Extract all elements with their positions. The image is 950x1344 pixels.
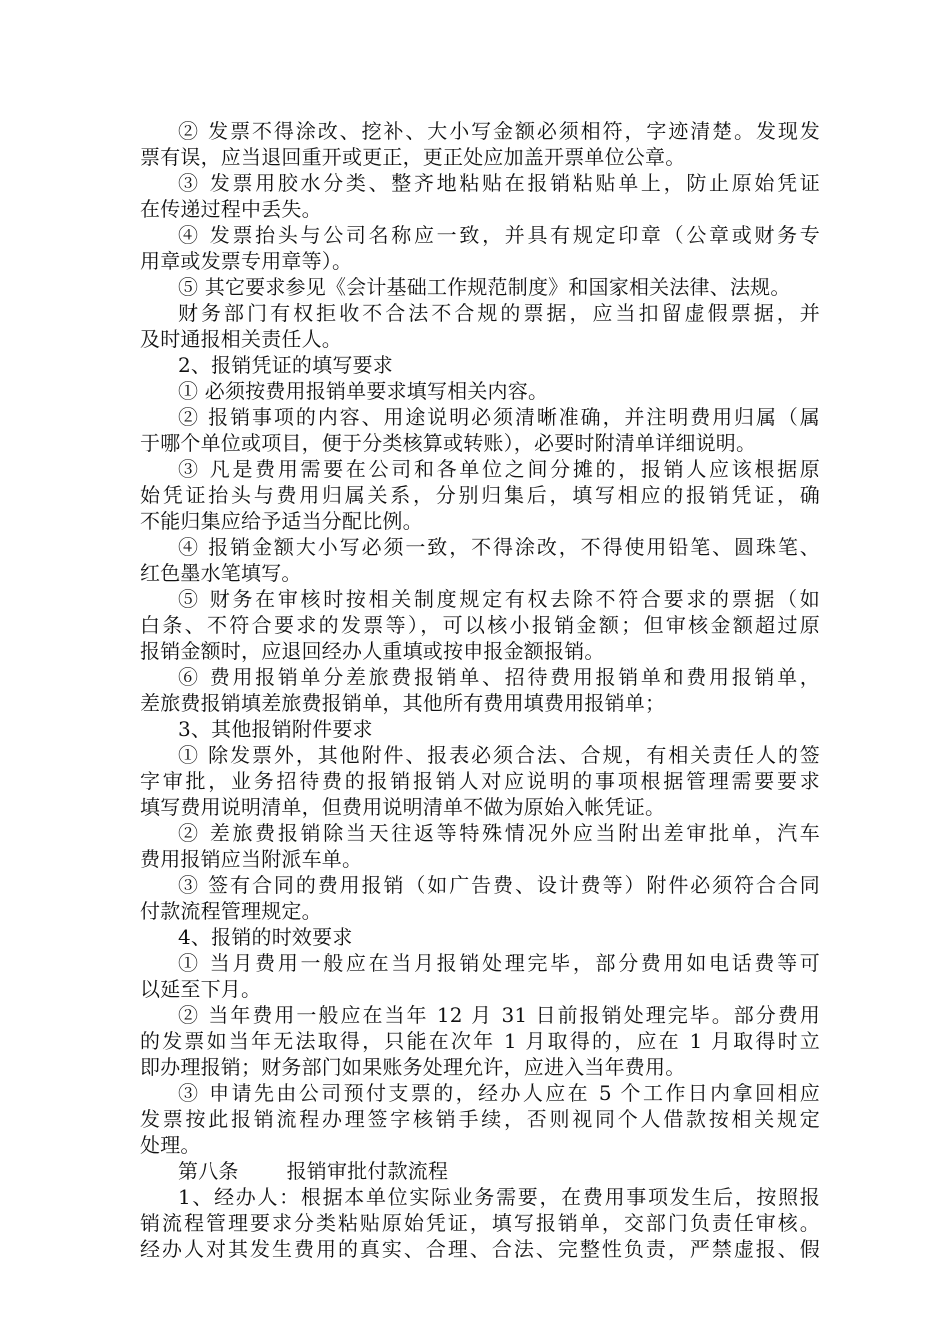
article-heading — [140, 1158, 820, 1184]
text-line: 字审批，业务招待费的报销报销人对应说明的事项根据管理需要要求 — [140, 769, 820, 793]
text-line: 2、报销凭证的填写要求 — [178, 353, 393, 377]
text-line: 报销金额时，应退回经办人重填或按申报金额报销。 — [140, 639, 605, 663]
text-line: 1、经办人：根据本单位实际业务需要，在费用事项发生后，按照报 — [178, 1185, 820, 1209]
text-line: ① 当月费用一般应在当月报销处理完毕，部分费用如电话费等可 — [178, 951, 820, 975]
text-line: 差旅费报销填差旅费报销单，其他所有费用填费用报销单； — [140, 691, 666, 715]
text-line: 于哪个单位或项目，便于分类核算或转账），必要时附清单详细说明。 — [140, 431, 757, 455]
text-line: ⑤ 财务在审核时按相关制度规定有权去除不符合要求的票据（如 — [178, 587, 820, 611]
text-line: 3、其他报销附件要求 — [178, 717, 373, 741]
text-line: 票有误，应当退回重开或更正，更正处应加盖开票单位公章。 — [140, 145, 686, 169]
text-line: ④ 发票抬头与公司名称应一致，并具有规定印章（公章或财务专 — [178, 223, 820, 247]
text-line: ② 差旅费报销除当天往返等特殊情况外应当附出差审批单，汽车 — [178, 821, 820, 845]
text-line: 经办人对其发生费用的真实、合理、合法、完整性负责，严禁虚报、假 — [140, 1237, 820, 1261]
text-line: 费用报销应当附派车单。 — [140, 847, 363, 871]
text-line: 红色墨水笔填写。 — [140, 561, 302, 585]
paragraph-block-requirements — [140, 118, 820, 1158]
text-line: 在传递过程中丢失。 — [140, 197, 322, 221]
text-line: 付款流程管理规定。 — [140, 899, 322, 923]
text-line: 以延至下月。 — [140, 977, 262, 1001]
text-line: ③ 申请先由公司预付支票的，经办人应在 5 个工作日内拿回相应 — [178, 1081, 820, 1105]
text-line: ⑥ 费用报销单分差旅费报销单、招待费用报销单和费用报销单， — [178, 665, 820, 689]
text-line: 即办理报销；财务部门如果账务处理允许，应进入当年费用。 — [140, 1055, 686, 1079]
text-line: ⑤ 其它要求参见《会计基础工作规范制度》和国家相关法律、法规。 — [178, 275, 791, 299]
text-line: 及时通报相关责任人。 — [140, 327, 342, 351]
text-line: 白条、不符合要求的发票等），可以核小报销金额；但审核金额超过原 — [140, 613, 820, 637]
text-line: ② 发票不得涂改、挖补、大小写金额必须相符，字迹清楚。发现发 — [178, 119, 820, 143]
text-line: ④ 报销金额大小写必须一致，不得涂改，不得使用铅笔、圆珠笔、 — [178, 535, 820, 559]
text-line: ③ 发票用胶水分类、整齐地粘贴在报销粘贴单上，防止原始凭证 — [178, 171, 820, 195]
text-line: 发票按此报销流程办理签字核销手续，否则视同个人借款按相关规定 — [140, 1107, 820, 1131]
article-number: 第八条 — [178, 1159, 239, 1183]
text-line: 4、报销的时效要求 — [178, 925, 353, 949]
text-line: 处理。 — [140, 1133, 201, 1157]
paragraph-block-approval-flow — [140, 1184, 820, 1262]
text-line: ① 除发票外，其他附件、报表必须合法、合规，有相关责任人的签 — [178, 743, 820, 767]
text-line: 销流程管理要求分类粘贴原始凭证，填写报销单，交部门负责任审核。 — [140, 1211, 820, 1235]
text-line: 填写费用说明清单，但费用说明清单不做为原始入帐凭证。 — [140, 795, 666, 819]
text-line: ③ 凡是费用需要在公司和各单位之间分摊的，报销人应该根据原 — [178, 457, 820, 481]
text-line: ② 报销事项的内容、用途说明必须清晰准确，并注明费用归属（属 — [178, 405, 820, 429]
document-body — [140, 118, 820, 1262]
text-line: 用章或发票专用章等）。 — [140, 249, 353, 273]
text-line: ③ 签有合同的费用报销（如广告费、设计费等）附件必须符合合同 — [178, 873, 820, 897]
text-line: 始凭证抬头与费用归属关系，分别归集后，填写相应的报销凭证，确 — [140, 483, 820, 507]
text-line: 不能归集应给予适当分配比例。 — [140, 509, 423, 533]
article-title: 报销审批付款流程 — [286, 1159, 449, 1183]
text-line: ① 必须按费用报销单要求填写相关内容。 — [178, 379, 549, 403]
text-line: 的发票如当年无法取得，只能在次年 1 月取得的，应在 1 月取得时立 — [140, 1029, 820, 1053]
text-line: ② 当年费用一般应在当年 12 月 31 日前报销处理完毕。部分费用 — [178, 1003, 820, 1027]
text-line: 财务部门有权拒收不合法不合规的票据，应当扣留虚假票据，并 — [178, 301, 820, 325]
